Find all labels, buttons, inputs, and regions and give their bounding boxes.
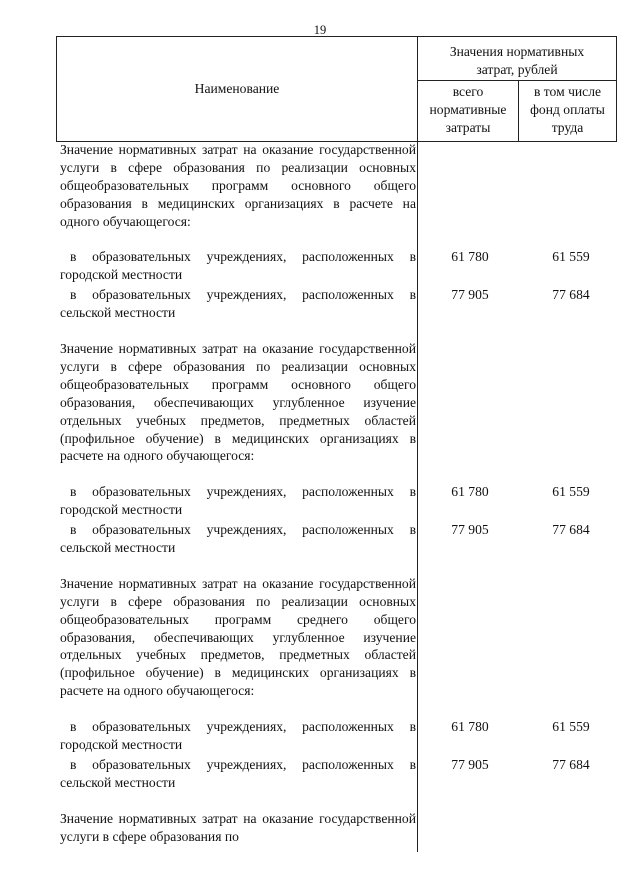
- row-label: в образовательных учреждениях, расположенных в сельской местности: [60, 522, 416, 555]
- table-body: [60, 141, 620, 863]
- table-row: [60, 756, 620, 792]
- row-total-value: 77 905: [451, 287, 489, 303]
- row-fot-value: 61 559: [552, 484, 590, 500]
- header-name-label: Наименование: [194, 81, 280, 97]
- row-label: в образовательных учреждениях, расположенных в сельской местности: [60, 287, 416, 321]
- section-2: [60, 340, 620, 557]
- section-description: Значение нормативных затрат на оказание государственной услуги в сфере образования по реализации основных общеобразовательных программ среднего общего образования, обеспечивающих углубленное изучение отдельных учебных предметов, предметных областей (профильное обучение) в медицинских организациях в расчете на одного обучающегося:: [60, 575, 416, 699]
- row-label: в образовательных учреждениях, расположенных в городской местности: [60, 249, 416, 283]
- section-description: Значение нормативных затрат на оказание государственной услуги в сфере образования по реализации основных общеобразовательных программ основного общего образования в медицинских организациях в расчете на одного обучающегося:: [60, 142, 416, 229]
- section-description: Значение нормативных затрат на оказание государственной услуги в сфере образования по: [60, 810, 416, 844]
- table-row: [60, 248, 620, 284]
- table-row: [60, 718, 620, 754]
- section-4: [60, 810, 620, 846]
- header-total-label: всего нормативные затраты: [429, 84, 507, 135]
- row-label: в образовательных учреждениях, расположенных в сельской местности: [60, 756, 416, 790]
- header-total-cell: [418, 81, 519, 141]
- section-3: [60, 575, 620, 792]
- header-values-group-label: Значения нормативных затрат, рублей: [449, 44, 585, 77]
- header-name-cell: [57, 37, 418, 141]
- table-row: [60, 286, 620, 322]
- header-fot-label: в том числе фонд оплаты труда: [530, 84, 605, 135]
- row-total-value: 77 905: [451, 522, 489, 538]
- row-fot-value: 61 559: [552, 719, 590, 735]
- header-values-group-cell: [418, 37, 616, 81]
- row-fot-value: 61 559: [552, 249, 590, 265]
- table-header: [56, 36, 617, 142]
- page-number: 19: [313, 23, 327, 37]
- table-row: [60, 521, 620, 557]
- header-fot-cell: [519, 81, 616, 143]
- section-1: [60, 141, 620, 322]
- row-total-value: 61 780: [451, 719, 489, 735]
- row-label: в образовательных учреждениях, расположенных в городской местности: [60, 719, 416, 752]
- row-total-value: 61 780: [451, 249, 489, 265]
- section-description: Значение нормативных затрат на оказание государственной услуги в сфере образования по реализации основных общеобразовательных программ основного общего образования, обеспечивающих углубленное изучение отдельных учебных предметов, предметных областей (профильное обучение) в медицинских организациях в расчете на одного обучающегося:: [60, 341, 416, 464]
- row-fot-value: 77 684: [552, 522, 590, 538]
- row-fot-value: 77 684: [552, 287, 590, 303]
- row-total-value: 61 780: [451, 484, 489, 500]
- row-label: в образовательных учреждениях, расположенных в городской местности: [60, 484, 416, 518]
- row-fot-value: 77 684: [552, 756, 590, 772]
- table-row: [60, 483, 620, 519]
- row-total-value: 77 905: [451, 756, 489, 772]
